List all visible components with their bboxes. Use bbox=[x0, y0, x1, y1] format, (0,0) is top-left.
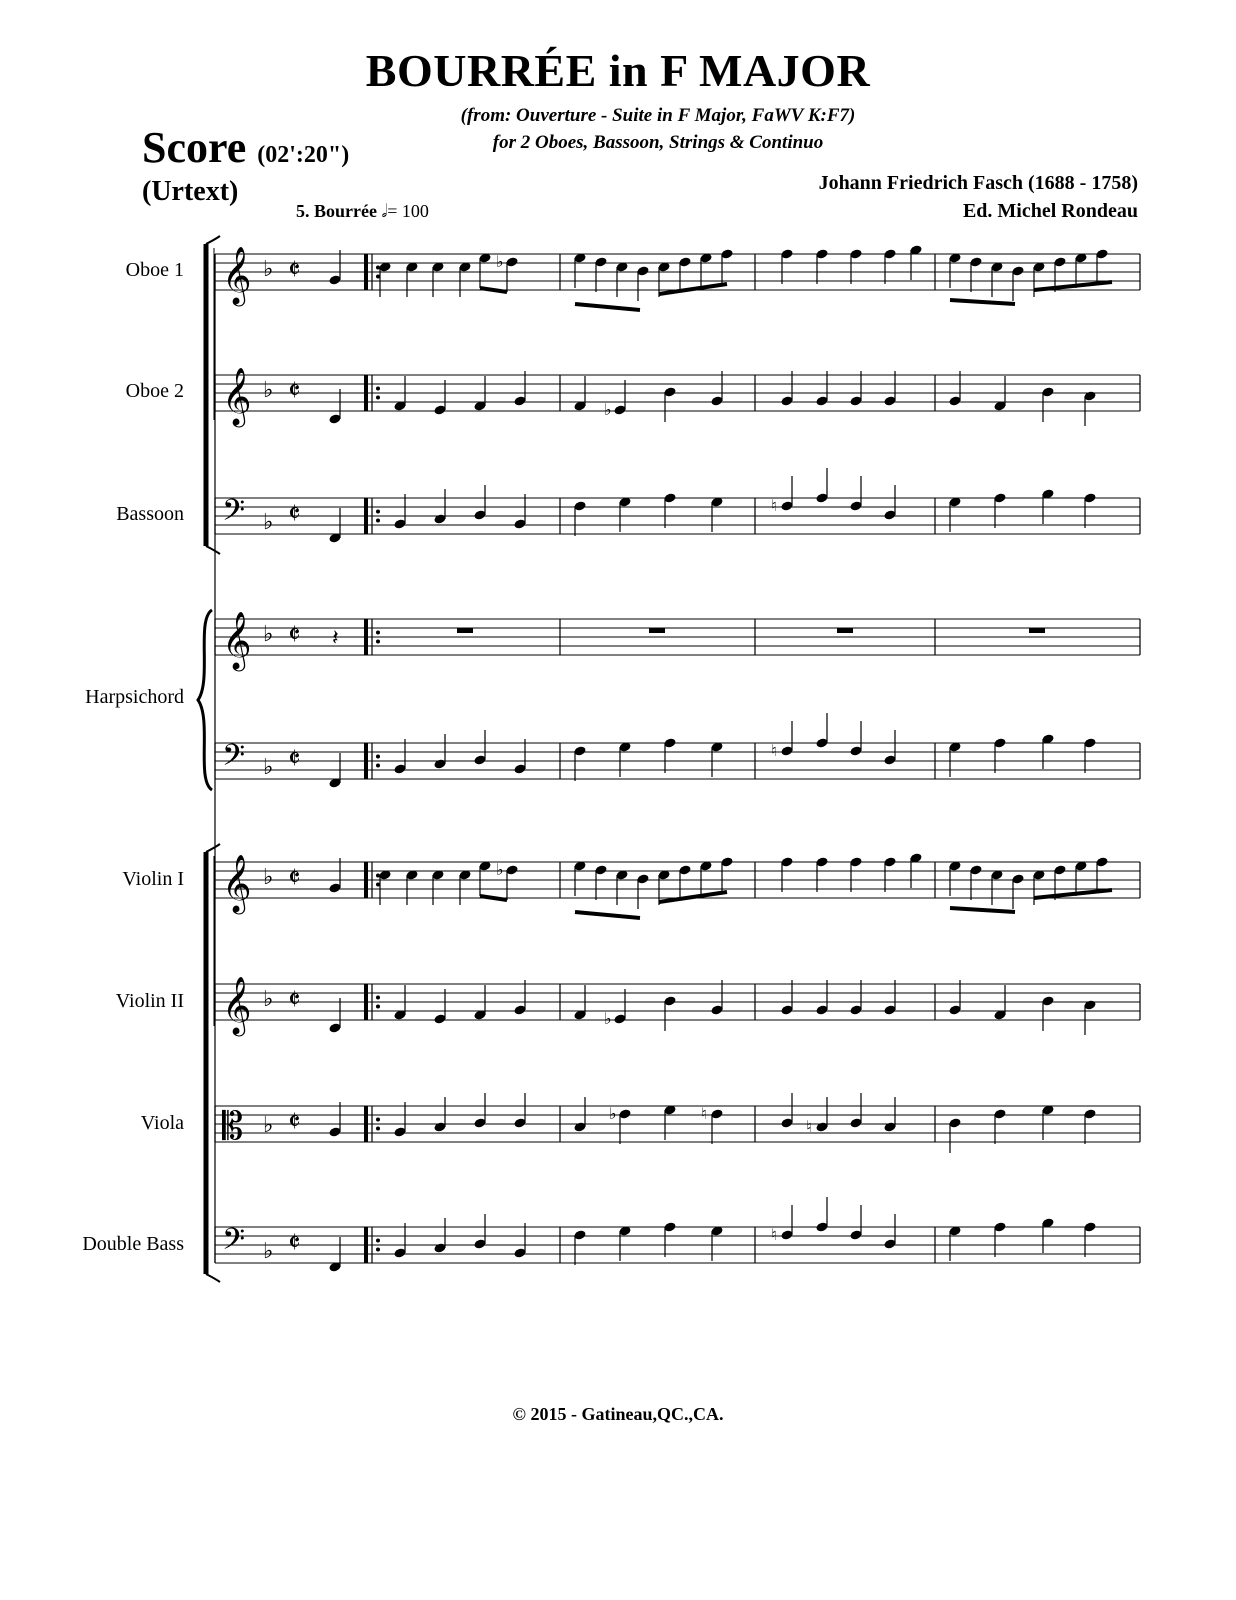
tempo-value: = 100 bbox=[387, 201, 429, 221]
accidental: ♮ bbox=[701, 1104, 707, 1123]
score-word: Score bbox=[142, 123, 247, 172]
treble-clef-icon: 𝄞 bbox=[222, 976, 252, 1034]
beam bbox=[480, 896, 507, 900]
movement-title: 5. Bourrée bbox=[296, 201, 377, 221]
repeat-dot bbox=[376, 755, 380, 759]
repeat-dot bbox=[376, 631, 380, 635]
treble-clef-icon: 𝄞 bbox=[222, 854, 252, 912]
beam bbox=[659, 284, 727, 294]
cut-time-icon: 𝄵 bbox=[288, 1105, 301, 1138]
instrument-label-double-bass: Double Bass bbox=[82, 1233, 184, 1255]
accidental: ♮ bbox=[771, 1225, 777, 1244]
beam bbox=[480, 288, 507, 292]
flat-key-icon: ♭ bbox=[263, 1113, 274, 1138]
repeat-dot bbox=[376, 1127, 380, 1131]
alto-clef-icon: 𝄡 bbox=[222, 1104, 244, 1148]
flat-key-icon: ♭ bbox=[263, 378, 274, 403]
subtitle-source: (from: Ouverture - Suite in F Major, FaWV K:F7) bbox=[460, 105, 856, 126]
cut-time-icon: 𝄵 bbox=[288, 497, 301, 530]
instrument-label-violin-1: Violin I bbox=[122, 868, 184, 890]
editor: Ed. Michel Rondeau bbox=[962, 200, 1138, 222]
flat-key-icon: ♭ bbox=[263, 755, 274, 780]
whole-rest-icon bbox=[1029, 628, 1045, 633]
repeat-dot bbox=[376, 1248, 380, 1252]
half-note-icon: 𝅗𝅥 bbox=[381, 201, 388, 221]
instrument-label-violin-2: Violin II bbox=[115, 990, 184, 1012]
cut-time-icon: 𝄵 bbox=[288, 618, 301, 651]
beam bbox=[1034, 890, 1112, 898]
flat-key-icon: ♭ bbox=[263, 622, 274, 647]
bracket-hook bbox=[206, 546, 220, 554]
repeat-dot bbox=[376, 1005, 380, 1009]
instrument-label-viola: Viola bbox=[140, 1112, 184, 1134]
whole-rest-icon bbox=[837, 628, 853, 633]
edition-label: (Urtext) bbox=[142, 176, 239, 207]
bracket-hook bbox=[206, 236, 220, 244]
accidental: ♮ bbox=[806, 1117, 812, 1136]
accidental: ♮ bbox=[771, 496, 777, 515]
beam bbox=[575, 912, 640, 918]
accidental: ♭ bbox=[496, 860, 504, 879]
instrument-label-harpsichord: Harpsichord bbox=[85, 686, 184, 708]
cut-time-icon: 𝄵 bbox=[288, 1226, 301, 1259]
accidental: ♭ bbox=[496, 252, 504, 271]
copyright: © 2015 - Gatineau,QC.,CA. bbox=[512, 1404, 724, 1424]
repeat-dot bbox=[376, 510, 380, 514]
bracket-hook bbox=[206, 1274, 220, 1282]
repeat-dot bbox=[376, 640, 380, 644]
beam bbox=[659, 892, 727, 902]
accidental: ♭ bbox=[604, 400, 612, 419]
treble-clef-icon: 𝄞 bbox=[222, 367, 252, 425]
score-title: BOURRÉE in F MAJOR bbox=[365, 45, 871, 96]
repeat-dot bbox=[376, 764, 380, 768]
bass-clef-icon: 𝄢 bbox=[222, 494, 246, 535]
accidental: ♭ bbox=[609, 1104, 617, 1123]
cut-time-icon: 𝄵 bbox=[288, 983, 301, 1016]
flat-key-icon: ♭ bbox=[263, 257, 274, 282]
beam bbox=[950, 908, 1015, 912]
repeat-dot bbox=[376, 519, 380, 523]
whole-rest-icon bbox=[649, 628, 665, 633]
duration: (02':20") bbox=[257, 142, 350, 168]
repeat-dot bbox=[376, 1239, 380, 1243]
bracket-hook bbox=[206, 844, 220, 852]
flat-key-icon: ♭ bbox=[263, 510, 274, 535]
treble-clef-icon: 𝄞 bbox=[222, 246, 252, 304]
flat-key-icon: ♭ bbox=[263, 1239, 274, 1264]
composer: Johann Friedrich Fasch (1688 - 1758) bbox=[818, 172, 1138, 194]
repeat-dot bbox=[376, 1118, 380, 1122]
beam bbox=[950, 300, 1015, 304]
beam bbox=[1034, 282, 1112, 290]
instrument-label-oboe-1: Oboe 1 bbox=[125, 259, 184, 281]
flat-key-icon: ♭ bbox=[263, 987, 274, 1012]
bass-clef-icon: 𝄢 bbox=[222, 739, 246, 780]
bass-clef-icon: 𝄢 bbox=[222, 1223, 246, 1264]
accidental: ♭ bbox=[604, 1009, 612, 1028]
repeat-dot bbox=[376, 996, 380, 1000]
instrument-label-oboe-2: Oboe 2 bbox=[125, 380, 184, 402]
accidental: ♮ bbox=[771, 741, 777, 760]
beam bbox=[575, 304, 640, 310]
harpsichord-brace-icon bbox=[198, 610, 212, 790]
quarter-rest-icon: 𝄽 bbox=[332, 626, 339, 651]
repeat-dot bbox=[376, 396, 380, 400]
flat-key-icon: ♭ bbox=[263, 865, 274, 890]
treble-clef-icon: 𝄞 bbox=[222, 611, 252, 669]
cut-time-icon: 𝄵 bbox=[288, 374, 301, 407]
instrument-label-bassoon: Bassoon bbox=[116, 503, 184, 525]
repeat-dot bbox=[376, 387, 380, 391]
cut-time-icon: 𝄵 bbox=[288, 742, 301, 775]
subtitle-instrumentation: for 2 Oboes, Bassoon, Strings & Continuo bbox=[492, 132, 824, 153]
cut-time-icon: 𝄵 bbox=[288, 253, 301, 286]
whole-rest-icon bbox=[457, 628, 473, 633]
cut-time-icon: 𝄵 bbox=[288, 861, 301, 894]
